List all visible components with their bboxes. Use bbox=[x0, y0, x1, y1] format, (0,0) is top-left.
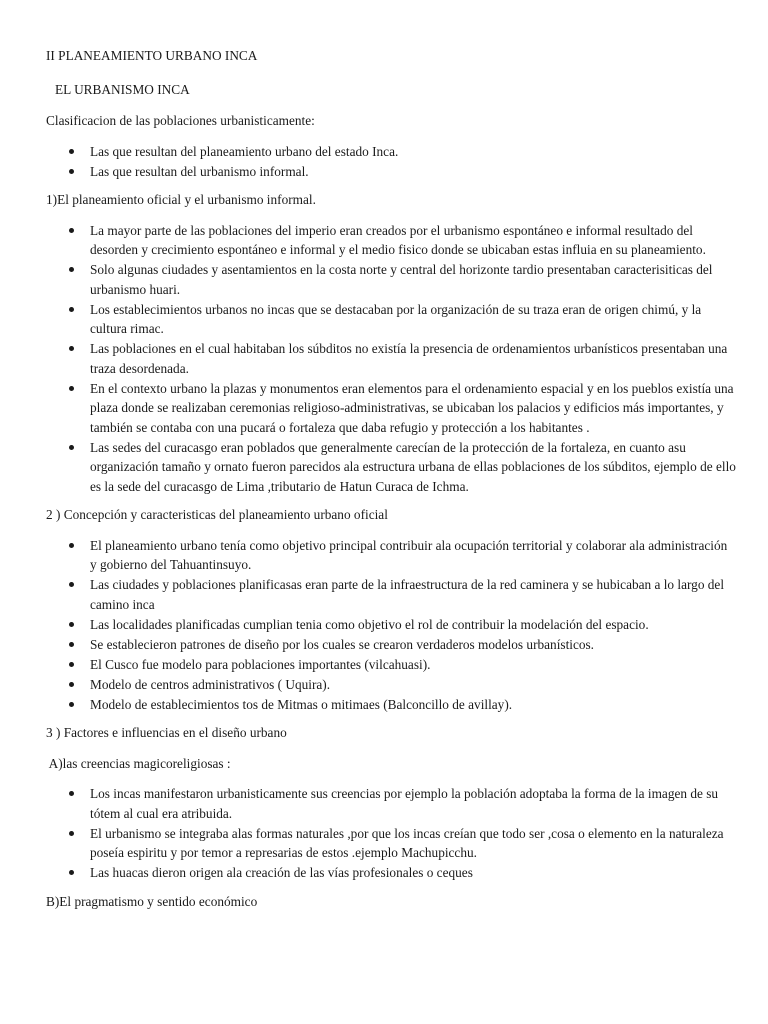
intro-bullet-list bbox=[46, 142, 736, 182]
list-item: El planeamiento urbano tenía como objetivo principal contribuir ala ocupación territorial y colaborar ala administración y gobierno del Tahuantinsuyo. bbox=[46, 536, 736, 575]
list-item: Las huacas dieron origen ala creación de las vías profesionales o ceques bbox=[46, 863, 736, 883]
list-item: Las poblaciones en el cual habitaban los súbditos no existía la presencia de ordenamientos urbanísticos presentaban una traza desordenada. bbox=[46, 339, 736, 378]
list-item: En el contexto urbano la plazas y monumentos eran elementos para el ordenamiento espacial y en los pueblos existía una plaza donde se realizaban ceremonias religioso-administrativas, se ubicaban los palacios y edificios más importantes, y también se contaba con una pucará o fortaleza que daba refugio y protección a los habitantes . bbox=[46, 379, 736, 438]
section-1-bullet-list bbox=[46, 221, 736, 497]
section-3-heading: 3 ) Factores e influencias en el diseño urbano bbox=[46, 725, 287, 740]
document-subtitle: EL URBANISMO INCA bbox=[55, 81, 190, 97]
section-3-bullet-list bbox=[46, 784, 736, 883]
section-3-subheading-b: B)El pragmatismo y sentido económico bbox=[46, 893, 258, 909]
section-3-subheading-a: A)las creencias magicoreligiosas : bbox=[46, 755, 231, 771]
section-2-heading: 2 ) Concepción y caracteristicas del planeamiento urbano oficial bbox=[46, 507, 388, 522]
list-item: Las ciudades y poblaciones planificasas eran parte de la infraestructura de la red caminera y se hubicaban a lo largo del camino inca bbox=[46, 575, 736, 614]
list-item: Las sedes del curacasgo eran poblados que generalmente carecían de la protección de la fortaleza, en cuanto asu organización tamaño y ornato fueron parecidos ala estructura urbana de ellas poblaciones de los súbditos, ejemplo de ello es la sede del curacasgo de Lima ,tributario de Hatun Curaca de Ichma. bbox=[46, 438, 736, 497]
list-item: Modelo de centros administrativos ( Uquira). bbox=[46, 675, 736, 695]
list-item: Los incas manifestaron urbanisticamente sus creencias por ejemplo la población adoptaba la forma de la imagen de su tótem al cual era atribuida. bbox=[46, 784, 736, 823]
list-item: Las que resultan del planeamiento urbano del estado Inca. bbox=[46, 142, 736, 162]
list-item: La mayor parte de las poblaciones del imperio eran creados por el urbanismo espontáneo e informal resultado del desorden y crecimiento espontáneo e informal y el medio fisico donde se ubicaban estas influia en su planeamiento. bbox=[46, 221, 736, 260]
document-title: II PLANEAMIENTO URBANO INCA bbox=[46, 48, 258, 63]
list-item: El urbanismo se integraba alas formas naturales ,por que los incas creían que todo ser ,cosa o elemento en la naturaleza poseía espiritu y por temor a represarias de estos .ejemplo Machupicchu. bbox=[46, 824, 736, 863]
intro-paragraph: Clasificacion de las poblaciones urbanisticamente: bbox=[46, 113, 315, 128]
section-1-heading: 1)El planeamiento oficial y el urbanismo informal. bbox=[46, 192, 316, 207]
document-page bbox=[46, 46, 736, 922]
list-item: Solo algunas ciudades y asentamientos en la costa norte y central del horizonte tardio presentaban caracterisiticas del urbanismo huari. bbox=[46, 260, 736, 299]
list-item: Los establecimientos urbanos no incas que se destacaban por la organización de su traza eran de origen chimú, y la cultura rimac. bbox=[46, 300, 736, 339]
section-2-bullet-list bbox=[46, 536, 736, 715]
list-item: Las localidades planificadas cumplian tenia como objetivo el rol de contribuir la modelación del espacio. bbox=[46, 615, 736, 635]
list-item: Se establecieron patrones de diseño por los cuales se crearon verdaderos modelos urbanísticos. bbox=[46, 635, 736, 655]
list-item: Las que resultan del urbanismo informal. bbox=[46, 162, 736, 182]
list-item: El Cusco fue modelo para poblaciones importantes (vilcahuasi). bbox=[46, 655, 736, 675]
list-item: Modelo de establecimientos tos de Mitmas o mitimaes (Balconcillo de avillay). bbox=[46, 695, 736, 715]
